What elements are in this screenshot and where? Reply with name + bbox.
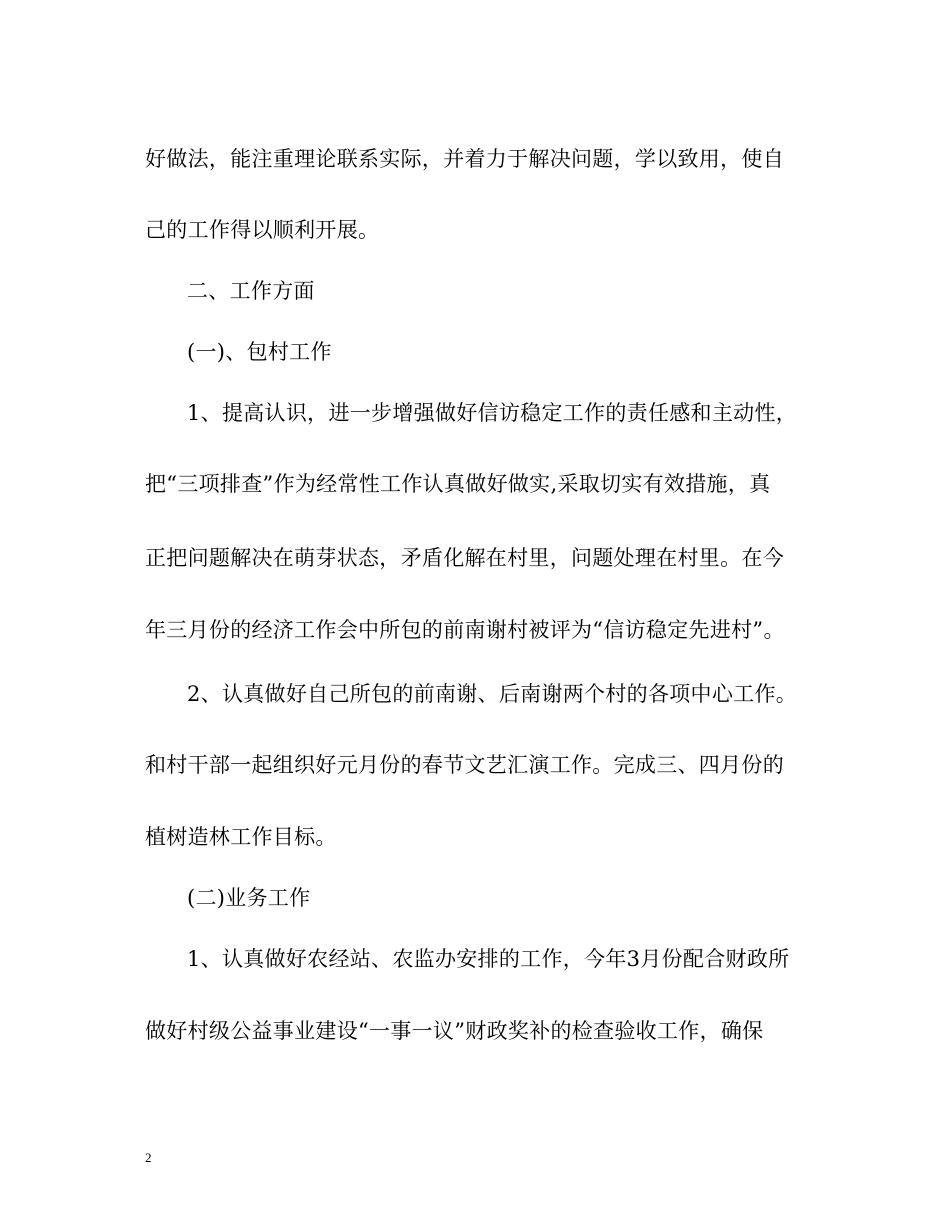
subsection-heading: (二)业务工作	[187, 886, 311, 910]
paragraph-line: 2、认真做好自己所包的前南谢、后南谢两个村的各项中心工作。	[187, 682, 798, 706]
page-number: 2	[145, 1150, 152, 1165]
paragraph-line: 植树造林工作目标。	[145, 825, 337, 849]
paragraph-line: 好做法，能注重理论联系实际，并着力于解决问题，学以致用，使自	[145, 147, 784, 171]
paragraph-line: 年三月份的经济工作会中所包的前南谢村被评为“信访稳定先进村”。	[145, 618, 785, 642]
subsection-heading: (一)、包村工作	[187, 340, 332, 364]
paragraph-line: 1、提高认识，进一步增强做好信访稳定工作的责任感和主动性，	[187, 401, 798, 425]
paragraph-line: 做好村级公益事业建设“一事一议”财政奖补的检查验收工作，确保	[145, 1019, 764, 1043]
paragraph-line: 把“三项排查”作为经常性工作认真做好做实,采取切实有效措施，真	[145, 472, 771, 496]
paragraph-line: 和村干部一起组织好元月份的春节文艺汇演工作。完成三、四月份的	[145, 753, 784, 777]
paragraph-line: 1、认真做好农经站、农监办安排的工作，今年3月份配合财政所	[187, 947, 790, 971]
paragraph-line: 己的工作得以顺利开展。	[145, 218, 380, 242]
section-heading: 二、工作方面	[187, 279, 315, 303]
paragraph-line: 正把问题解决在萌芽状态，矛盾化解在村里，问题处理在村里。在今	[145, 546, 784, 570]
